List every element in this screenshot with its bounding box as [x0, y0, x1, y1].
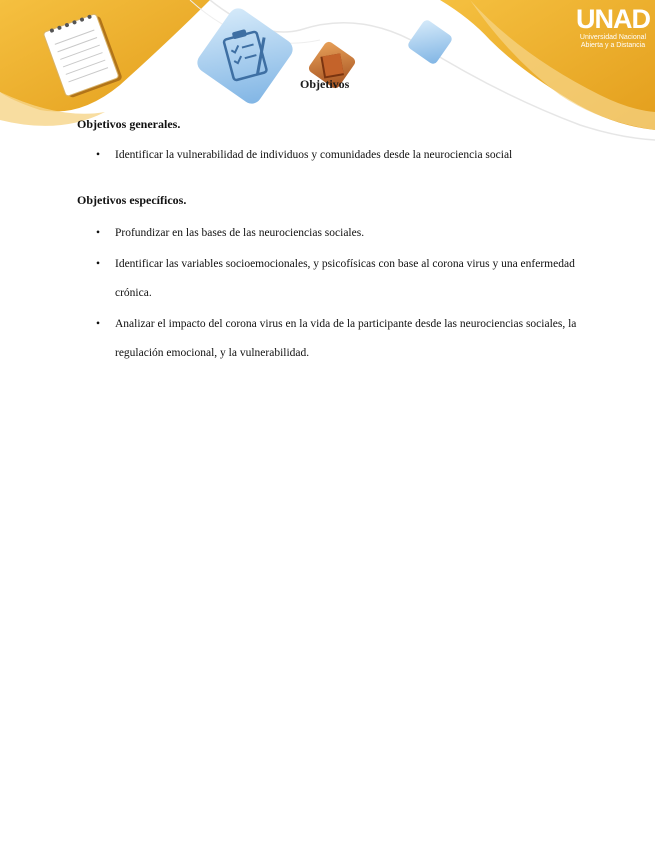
list-item-text: Analizar el impacto del corona virus en la vida de la participante desde las neurociencias sociales, la regulación emocional, y la vulnerabilidad. [115, 318, 577, 359]
notepad-icon [30, 5, 140, 115]
specific-objectives-heading: Objetivos específicos. [77, 193, 187, 207]
page-title: Objetivos [300, 77, 350, 91]
bullet-icon: • [96, 258, 101, 270]
list-item-text: Identificar la vulnerabilidad de individuos y comunidades desde la neurociencia social [115, 149, 513, 161]
list-item-text: Identificar las variables socioemocionales, y psicofísicas con base al corona virus y una enfermedad crónica. [115, 258, 575, 299]
unad-logo [574, 4, 652, 66]
bullet-icon: • [96, 227, 101, 239]
logo-text-line1: Universidad Nacional [579, 34, 647, 41]
logo-mark: UNAD [576, 4, 650, 34]
general-objectives-heading: Objetivos generales. [77, 117, 181, 131]
list-item-text: Profundizar en las bases de las neurociencias sociales. [115, 227, 365, 239]
bullet-icon: • [96, 318, 101, 330]
bullet-icon: • [96, 149, 101, 161]
blue-tile-icon [403, 15, 459, 71]
checklist-clipboard-icon [190, 5, 300, 115]
logo-text-line2: Abierta y a Distancia [580, 42, 646, 49]
